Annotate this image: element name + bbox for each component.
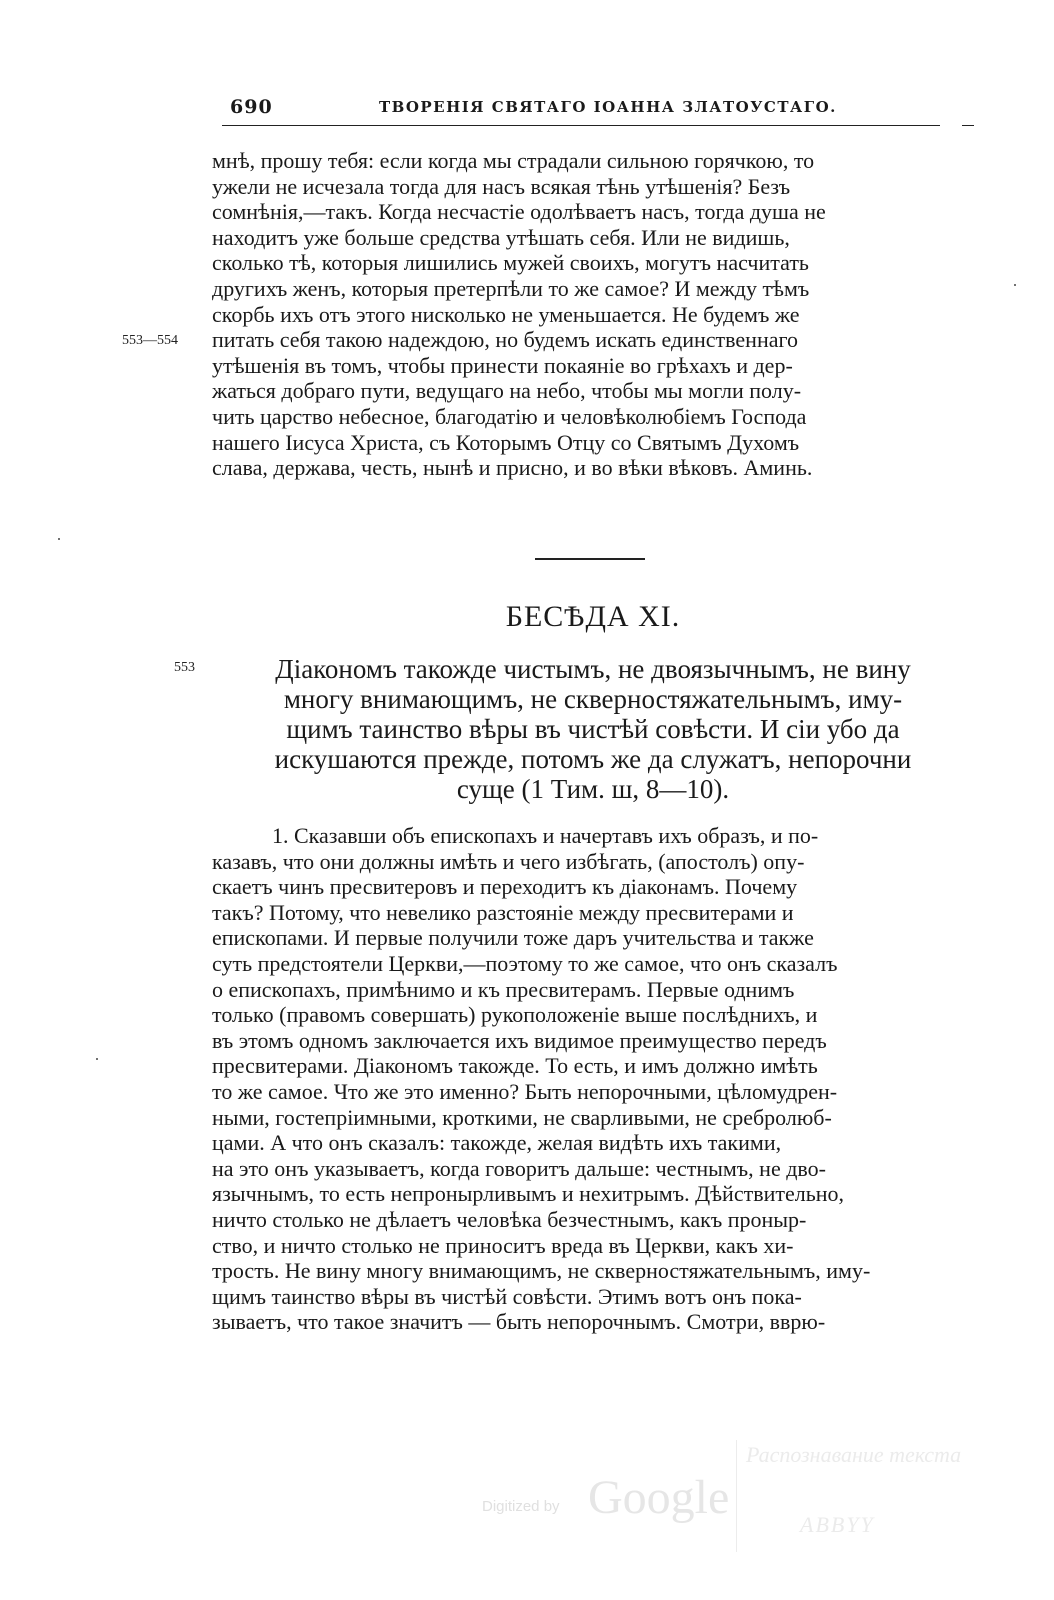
text-line: только (правомъ совершать) рукоположеніе выше послѣднихъ, и [212,1002,818,1028]
text-line: чить царство небесное, благодатію и человѣколюбіемъ Господа [212,403,807,429]
scan-speck [58,538,60,540]
text-line: трость. Не вину многу внимающимъ, не скверностяжательнымъ, иму- [212,1258,871,1284]
watermark-divider [736,1440,737,1552]
text-line: ство, и ничто столько не приноситъ вреда въ Церкви, какъ хи- [212,1232,794,1258]
text-line: ничто столько не дѣлаетъ человѣка безчестнымъ, какъ проныр- [212,1206,807,1232]
scan-speck [1014,284,1016,286]
text-line: слава, держава, честь, нынѣ и присно, и во вѣки вѣковъ. Аминь. [212,455,813,481]
running-head: ТВОРЕНІЯ СВЯТАГО ІОАННА ЗЛАТОУСТАГО. [379,98,837,116]
watermark-abbyy-logo: ABBYY [800,1512,875,1537]
text-line: 1. Сказавши объ епископахъ и начертавъ ихъ образъ, и по- [272,823,819,848]
watermark-recognition: Распознавание текста [746,1442,962,1467]
epigraph-line: многу внимающимъ, не скверностяжательнымъ, иму- [283,684,903,714]
text-line: зываетъ, что такое значитъ — быть непорочнымъ. Смотри, вврю- [212,1309,826,1335]
prose-body [212,823,974,1335]
text-line: то же самое. Что же это именно? Быть непорочными, цѣломудрен- [212,1078,838,1104]
page-number: 690 [230,96,273,118]
text-line: пресвитерами. Діакономъ такожде. То есть, и имъ должно имѣть [212,1053,818,1079]
text-line: жаться добраго пути, ведущаго на небо, чтобы мы могли полу- [212,378,802,404]
margin-note-2: 553 [174,660,195,675]
text-line: нашего Іисуса Христа, съ Которымъ Отцу со Святымъ Духомъ [212,429,800,455]
header-rule [222,125,940,126]
text-line: ными, гостепріимными, кроткими, не сварливыми, не сребролюб- [212,1104,832,1130]
text-line: на это онъ указываетъ, когда говоритъ дальше: честнымъ, не дво- [212,1155,826,1181]
text-line: ужели не исчезала тогда для насъ всякая тѣнь утѣшенія? Безъ [212,173,791,199]
text-line: въ этомъ одномъ заключается ихъ видимое преимущество передъ [212,1027,827,1053]
text-line: скаетъ чинъ пресвитеровъ и переходитъ къ діаконамъ. Почему [212,874,798,900]
text-line: такъ? Потому, что невелико разстояніе между пресвитерами и [212,899,794,925]
epigraph-line: Діакономъ такожде чистымъ, не двоязычнымъ, не вину [275,654,911,684]
text-line: находитъ уже больше средства утѣшать себя. Или не видишь, [212,224,790,250]
epigraph-line: искушаются прежде, потомъ же да служатъ, непорочни [274,744,912,774]
text-line: питать себя такою надеждою, но будемъ искать единственнаго [212,327,798,353]
text-line: язычнымъ, то есть непронырливымъ и нехитрымъ. Дѣйствительно, [212,1181,845,1207]
text-line: суть предстоятели Церкви,—поэтому то же самое, что онъ сказалъ [212,950,838,976]
text-line: мнѣ, прошу тебя: если когда мы страдали сильною горячкою, то [212,148,815,173]
epigraph-line: щимъ таинство вѣры въ чистѣй совѣсти. И сіи убо да [286,714,900,744]
scan-speck [96,1058,98,1060]
watermark-google-logo: Google [588,1471,730,1524]
text-line: казавъ, что они должны имѣть и чего избѣгать, (апостолъ) опу- [212,848,805,874]
text-line: другихъ женъ, которыя претерпѣли то же самое? И между тѣмъ [212,275,810,301]
page-header [222,96,974,122]
text-line: щимъ таинство вѣры въ чистѣй совѣсти. Этимъ вотъ онъ пока- [212,1283,802,1309]
text-line: утѣшенія въ томъ, чтобы принести покаяніе во грѣхахъ и дер- [212,352,793,378]
text-line: сомнѣнія,—такъ. Когда несчастіе одолѣваетъ насъ, тогда душа не [212,199,826,225]
homily-title: БЕСѢДА XI. [505,600,681,633]
text-line: сколько тѣ, которыя лишились мужей своихъ, могутъ насчитать [212,250,809,276]
text-line: о епископахъ, примѣнимо и къ пресвитерамъ. Первые однимъ [212,976,795,1002]
epigraph [212,654,974,804]
section-rule [535,558,645,560]
epigraph-line: суще (1 Тим. ш, 8—10). [456,774,730,804]
text-line: цами. А что онъ сказалъ: такожде, желая видѣть ихъ такими, [212,1130,782,1156]
header-rule-tick [962,125,974,126]
watermark-digitized-by: Digitized by [482,1498,560,1515]
prose-top [212,148,974,481]
text-line: епископами. И первые получили тоже даръ учительства и также [212,925,814,951]
margin-note-1: 553—554 [122,333,178,348]
text-line: скорбь ихъ отъ этого нисколько не уменьшается. Не будемъ же [212,301,800,327]
